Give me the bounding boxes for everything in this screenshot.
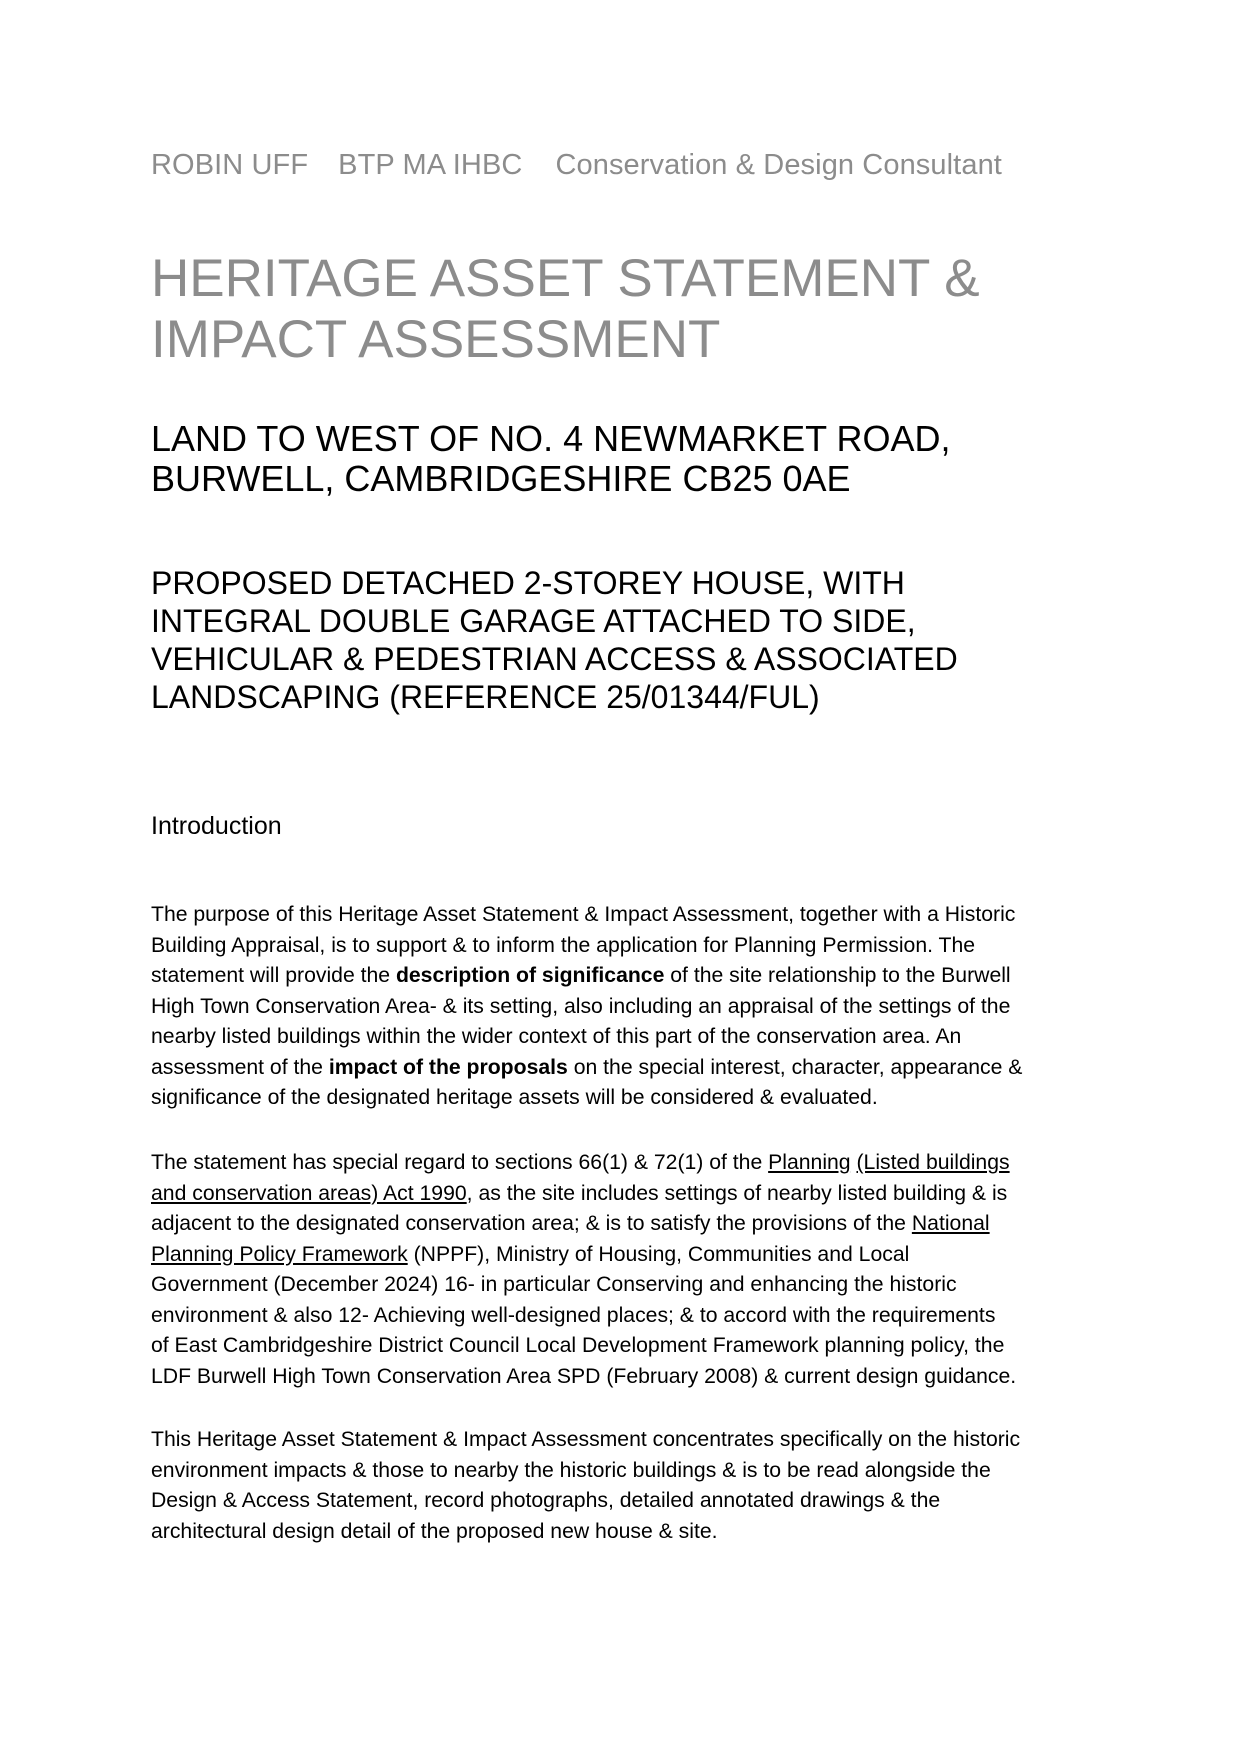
text-line: environment impacts & those to nearby the historic buildings & is to be read alongside the [151,1458,991,1482]
introduction-paragraph-2 [151,1148,1111,1392]
document-title [151,248,1111,370]
proposal-description [151,564,958,716]
nppf-link[interactable]: National [911,1212,990,1235]
text-line: architectural design detail of the proposed new house & site. [151,1519,718,1543]
text-line: The purpose of this Heritage Asset Statement & Impact Assessment, together with a Historic [151,903,1016,926]
text-run: adjacent to the designated conservation area; & is to satisfy the provisions of the [151,1212,912,1235]
text-line [151,1053,1111,1084]
text-line [151,1148,1111,1179]
introduction-heading: Introduction [151,812,282,840]
text-line [151,961,1111,992]
proposal-line: INTEGRAL DOUBLE GARAGE ATTACHED TO SIDE, [151,603,916,639]
text-line: LDF Burwell High Town Conservation Area SPD (February 2008) & current design guidance. [151,1364,1017,1388]
proposal-line: PROPOSED DETACHED 2-STOREY HOUSE, WITH [151,565,905,601]
emphasis-impact-of-proposals: impact of the proposals [328,1055,568,1079]
text-line: significance of the designated heritage assets will be considered & evaluated. [151,1086,878,1109]
text-run: (NPPF), Ministry of Housing, Communities and Local [407,1242,910,1266]
proposal-line: LANDSCAPING (REFERENCE 25/01344/FUL) [151,679,820,715]
text-line: Government (December 2024) 16- in particular Conserving and enhancing the historic [151,1273,957,1296]
planning-act-link[interactable]: (Listed buildings [856,1151,1010,1174]
text-line: This Heritage Asset Statement & Impact Assessment concentrates specifically on the historic [151,1428,1021,1451]
document-title-line: IMPACT ASSESSMENT [151,310,721,369]
planning-act-link[interactable]: Planning [768,1151,851,1174]
text-line: nearby listed buildings within the wider context of this part of the conservation area. An [151,1025,962,1048]
text-line: High Town Conservation Area- & its setting, also including an appraisal of the settings of the [151,994,1011,1018]
author-name: ROBIN UFF [151,149,309,181]
planning-act-link[interactable]: and conservation areas) Act 1990 [151,1181,467,1205]
text-line: Design & Access Statement, record photographs, detailed annotated drawings & the [151,1489,941,1512]
site-address-line: BURWELL, CAMBRIDGESHIRE CB25 0AE [151,458,851,499]
author-header [151,149,1002,182]
introduction-paragraph-3 [151,1425,1111,1547]
introduction-paragraph-1 [151,900,1111,1114]
site-address-line: LAND TO WEST OF NO. 4 NEWMARKET ROAD, [151,418,951,459]
text-run: of the site relationship to the Burwell [664,964,1011,987]
text-run: , as the site includes settings of nearby listed building & is [466,1181,1008,1205]
text-run: The statement has special regard to sections 66(1) & 72(1) of the [151,1151,769,1174]
text-line [151,1179,1111,1210]
nppf-link[interactable]: Planning Policy Framework [151,1242,408,1266]
text-line: environment & also 12- Achieving well-designed places; & to accord with the requirements [151,1303,996,1327]
text-line: of East Cambridgeshire District Council Local Development Framework planning policy, the [151,1334,1005,1357]
document-title-line: HERITAGE ASSET STATEMENT & [151,249,980,308]
author-qualifications: BTP MA IHBC [338,149,523,181]
author-role: Conservation & Design Consultant [555,149,1002,181]
text-run: on the special interest, character, appearance & [567,1055,1023,1079]
emphasis-description-of-significance: description of significance [395,964,665,987]
text-run: statement will provide the [151,964,396,987]
text-line: Building Appraisal, is to support & to inform the application for Planning Permission. The [151,933,976,957]
site-address [151,419,950,499]
text-line [151,1240,1111,1271]
proposal-line: VEHICULAR & PEDESTRIAN ACCESS & ASSOCIATED [151,641,958,677]
text-line [151,1209,1111,1240]
text-run: assessment of the [151,1055,329,1079]
